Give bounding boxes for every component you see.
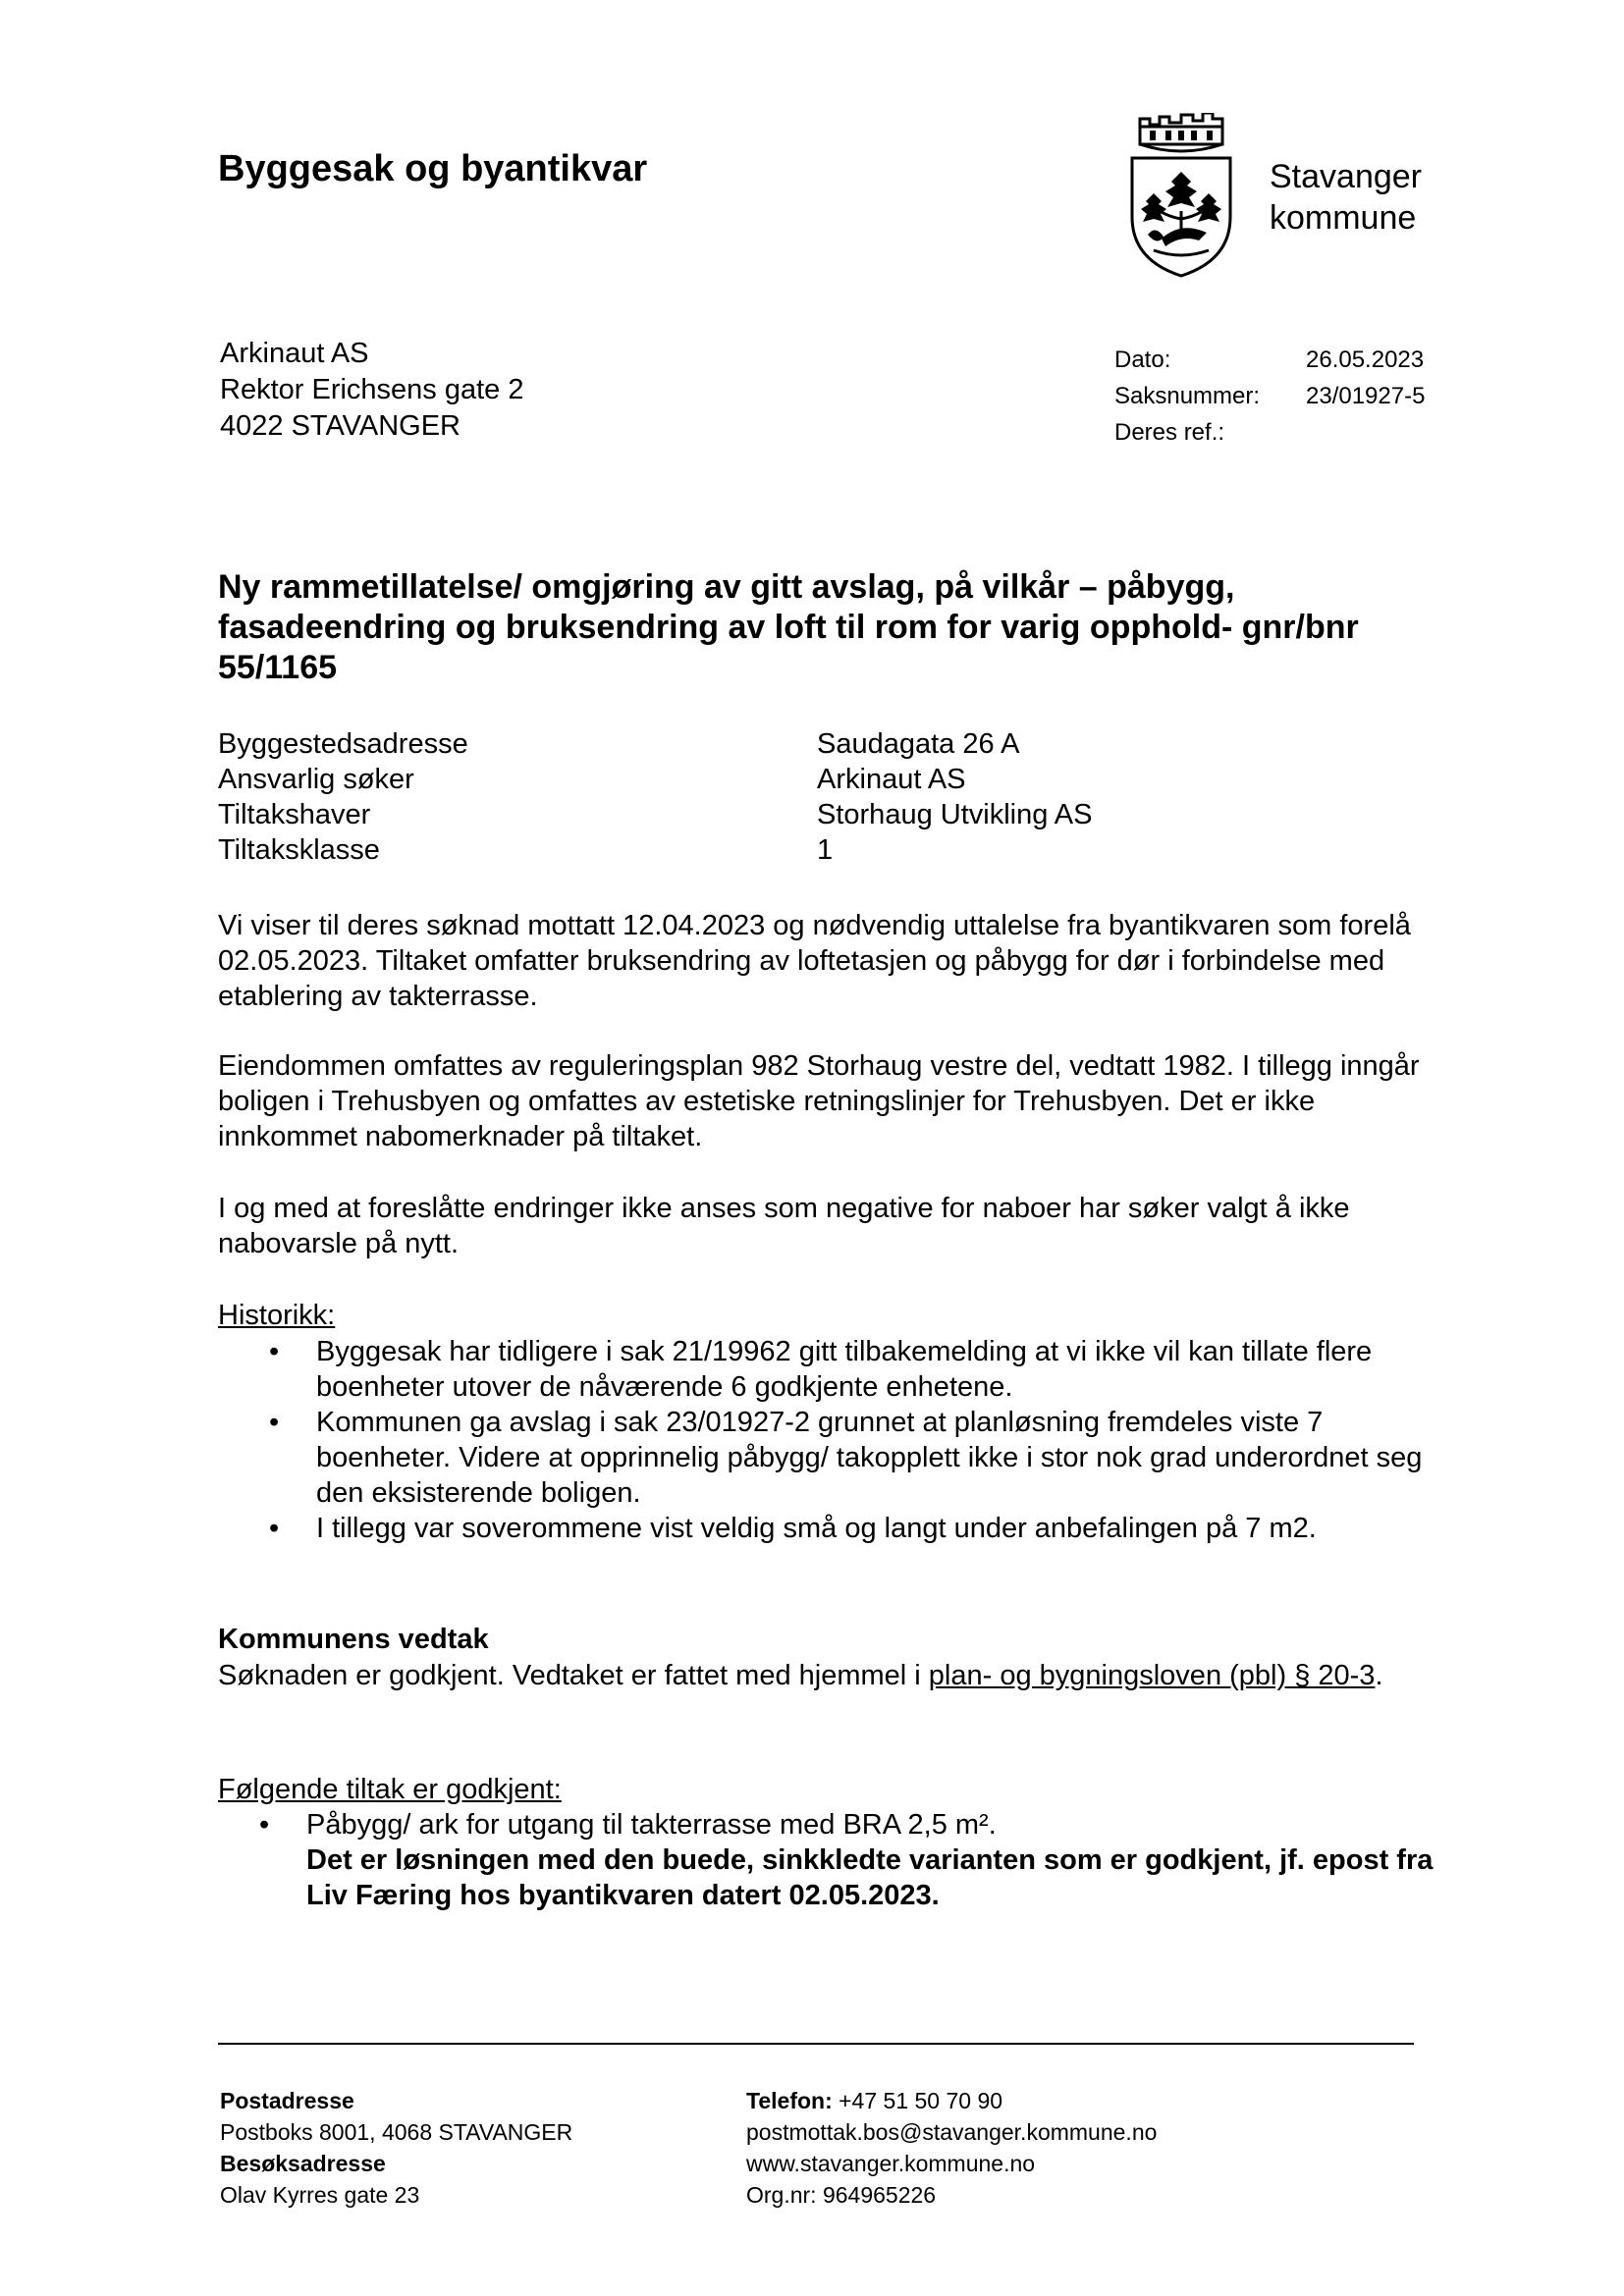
letter-meta — [1114, 342, 1425, 451]
letter-title: Ny rammetillatelse/ omgjøring av gitt avslag, på vilkår – påbygg, fasadeendring og bruksendring av loft til rom for varig opphold- gnr/bnr 55/1165 — [218, 568, 1359, 686]
footer-web[interactable]: www.stavanger.kommune.no — [746, 2151, 1036, 2176]
paragraph-regulation: Eiendommen omfattes av reguleringsplan 982 Storhaug vestre del, vedtatt 1982. I tillegg inngår boligen i Trehusbyen og omfattes av estetiske retningslinjer for Trehusbyen. Det er ikke innkommet nabomerknader på tiltaket. — [218, 1050, 1420, 1152]
history-item-text: Byggesak har tidligere i sak 21/19962 gitt tilbakemelding at vi ikke vil kan tillate flere boenheter utover de nåværende 6 godkjente enhetene. — [316, 1336, 1373, 1403]
list-item — [218, 1405, 1435, 1511]
law-link[interactable]: plan- og bygningsloven (pbl) § 20-3 — [928, 1660, 1376, 1691]
history-item-text: Kommunen ga avslag i sak 23/01927-2 grunnet at planløsning fremdeles viste 7 boenheter. Videre at opprinnelig påbygg/ takopplett ikke i stor nok grad underordnet seg den eksisterende boligen. — [316, 1407, 1423, 1509]
list-item — [218, 1334, 1435, 1405]
fact-label: Ansvarlig søker — [218, 764, 414, 795]
meta-case-label: Saksnummer: — [1114, 383, 1261, 409]
department-heading: Byggesak og byantikvar — [218, 148, 648, 189]
recipient-name: Arkinaut AS — [220, 338, 369, 369]
decision-text — [218, 1658, 1435, 1693]
list-item — [218, 1807, 1435, 1913]
meta-date-value: 26.05.2023 — [1306, 347, 1425, 373]
footer-visit-value: Olav Kyrres gate 23 — [220, 2182, 420, 2208]
footer-phone-value: +47 51 50 70 90 — [832, 2088, 1003, 2113]
fact-label: Tiltaksklasse — [218, 834, 380, 866]
approved-item-text: Påbygg/ ark for utgang til takterrasse med BRA 2,5 m². — [306, 1809, 997, 1841]
meta-date-row — [1114, 342, 1425, 378]
meta-ref-label: Deres ref.: — [1114, 419, 1225, 446]
fact-value: 1 — [817, 834, 834, 866]
recipient-address — [220, 336, 523, 445]
history-heading: Historikk: — [218, 1300, 336, 1331]
fact-row — [218, 762, 1092, 797]
org-name-line1: Stavanger — [1270, 158, 1422, 195]
list-item — [218, 1511, 1435, 1546]
decision-text-before: Søknaden er godkjent. Vedtaket er fattet med hjemmel i — [218, 1660, 929, 1691]
org-name-line2: kommune — [1270, 199, 1417, 237]
recipient-street: Rektor Erichsens gate 2 — [220, 374, 524, 405]
footer-orgnr: Org.nr: 964965226 — [746, 2182, 937, 2208]
fact-value: Storhaug Utvikling AS — [817, 799, 1093, 830]
fact-value: Arkinaut AS — [817, 764, 966, 795]
bullet-icon: • — [269, 1407, 280, 1438]
fact-label: Byggestedsadresse — [218, 728, 468, 760]
org-logo — [1124, 113, 1566, 280]
fact-label: Tiltakshaver — [218, 799, 371, 830]
footer-email[interactable]: postmottak.bos@stavanger.kommune.no — [746, 2119, 1158, 2145]
bullet-icon: • — [259, 1809, 270, 1841]
footer-divider — [218, 2043, 1414, 2045]
case-facts — [218, 726, 1092, 868]
approved-heading: Følgende tiltak er godkjent: — [218, 1774, 562, 1805]
footer-phone — [746, 2085, 1157, 2116]
fact-row — [218, 832, 1092, 868]
decision-heading: Kommunens vedtak — [218, 1624, 489, 1655]
footer-phone-label: Telefon: — [746, 2088, 833, 2113]
footer-address — [220, 2085, 572, 2211]
approved-list — [218, 1807, 1435, 1913]
bullet-icon: • — [269, 1336, 280, 1367]
fact-row — [218, 726, 1092, 762]
footer-postal-value: Postboks 8001, 4068 STAVANGER — [220, 2119, 573, 2145]
org-name — [1270, 156, 1422, 239]
approved-item-condition: Det er løsningen med den buede, sinkkledte varianten som er godkjent, jf. epost fra Liv Færing hos byantikvaren datert 02.05.2023. — [306, 1844, 1434, 1911]
meta-case-value: 23/01927-5 — [1306, 383, 1426, 409]
footer-visit-label: Besøksadresse — [220, 2151, 386, 2176]
footer-postal-label: Postadresse — [220, 2088, 354, 2113]
bullet-icon: • — [269, 1513, 280, 1544]
footer-contact — [746, 2085, 1157, 2211]
fact-row — [218, 797, 1092, 832]
stavanger-coat-of-arms-icon — [1124, 113, 1238, 278]
fact-value: Saudagata 26 A — [817, 728, 1020, 760]
meta-ref-row — [1114, 414, 1425, 451]
decision-text-after: . — [1375, 1660, 1383, 1691]
paragraph-neighbours: I og med at foreslåtte endringer ikke anses som negative for naboer har søker valgt å ikke nabovarsle på nytt. — [218, 1193, 1350, 1259]
history-item-text: I tillegg var soverommene vist veldig små og langt under anbefalingen på 7 m2. — [316, 1513, 1317, 1544]
paragraph-application: Vi viser til deres søknad mottatt 12.04.2023 og nødvendig uttalelse fra byantikvaren som forelå 02.05.2023. Tiltaket omfatter bruksendring av loftetasjen og påbygg for dør i forbindelse med etablering av takterrasse. — [218, 910, 1411, 1012]
meta-case-row — [1114, 378, 1425, 414]
meta-date-label: Dato: — [1114, 347, 1171, 373]
history-list — [218, 1334, 1435, 1546]
recipient-city: 4022 STAVANGER — [220, 410, 460, 442]
